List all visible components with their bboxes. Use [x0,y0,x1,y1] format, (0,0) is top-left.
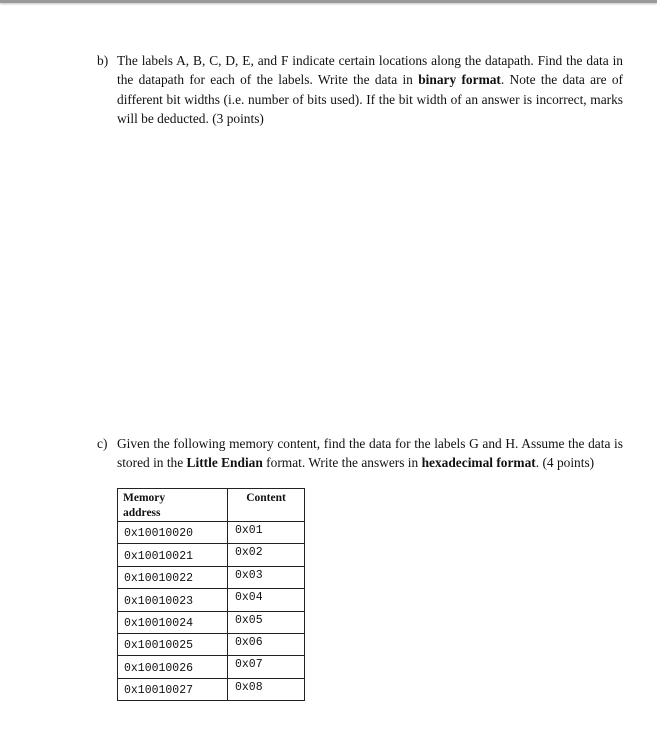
binary-format-emphasis: binary format [418,72,501,88]
memory-content-cell: 0x06 [228,633,305,655]
memory-table-header [118,489,305,522]
table-row [118,589,305,611]
table-row [118,656,305,678]
table-row [118,611,305,633]
question-c-text: Given the following memory content, find the data for the labels G and H. Assume the data is stored in the Little Endian format. Write the answers in hexadecimal format. (4 points) [117,436,623,471]
memory-content-cell: 0x02 [228,544,305,566]
question-b-text: The labels A, B, C, D, E, and F indicate certain locations along the datapath. Find the data in the datapath for each of the labels. Write the data in binary format. Note the data are of different bit widths (i.e. number of bits used). If the bit width of an answer is incorrect, marks will be deducted. (3 points) [117,53,623,126]
table-row [118,633,305,655]
memory-table [117,488,305,701]
question-c [97,434,623,473]
memory-address-cell: 0x10010025 [118,633,228,655]
table-row [118,522,305,544]
header-memory-address: Memory address [118,489,228,522]
memory-content-cell: 0x01 [228,522,305,544]
hexadecimal-format-emphasis: hexadecimal format [421,455,536,471]
table-row [118,566,305,588]
table-row [118,678,305,700]
memory-content-cell: 0x04 [228,589,305,611]
question-b [97,51,623,128]
memory-address-cell: 0x10010027 [118,678,228,700]
memory-address-cell: 0x10010020 [118,522,228,544]
memory-address-cell: 0x10010022 [118,566,228,588]
memory-address-cell: 0x10010021 [118,544,228,566]
header-content: Content [228,489,305,522]
question-c-label: c) [97,436,108,451]
memory-address-cell: 0x10010024 [118,611,228,633]
memory-content-cell: 0x05 [228,611,305,633]
table-row [118,544,305,566]
memory-content-cell: 0x07 [228,656,305,678]
memory-content-cell: 0x03 [228,566,305,588]
memory-content-cell: 0x08 [228,678,305,700]
question-b-label: b) [97,53,109,68]
little-endian-emphasis: Little Endian [186,455,263,471]
memory-address-cell: 0x10010026 [118,656,228,678]
memory-address-cell: 0x10010023 [118,589,228,611]
top-divider [0,0,657,3]
